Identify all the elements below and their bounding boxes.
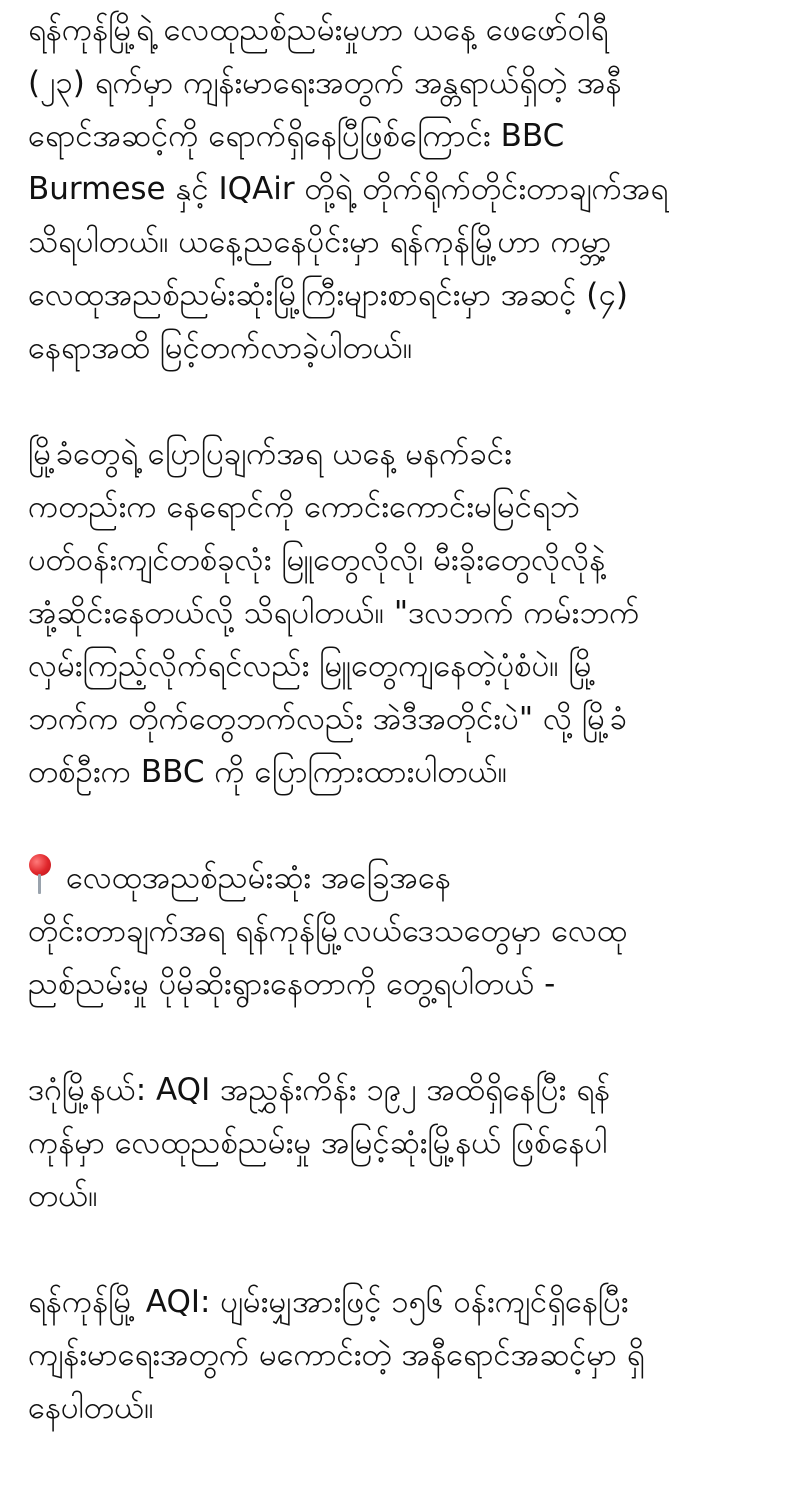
text-line: လေထုအညစ်ညမ်းဆုံးမြို့ကြီးများစာရင်းမှာ အဆင့် (၄) <box>28 277 628 313</box>
text-line: ဒဂုံမြို့နယ်: AQI အညွှန်းကိန်း ၁၉၂ အထိရှိနေပြီး ရန် <box>28 1072 611 1108</box>
paragraph-yangon-aqi <box>28 1276 768 1435</box>
text-line: ရန်ကုန်မြို့ AQI: ပျမ်းမျှအားဖြင့် ၁၅၆ ဝန်းကျင်ရှိနေပြီး <box>28 1284 629 1320</box>
text-line: ပတ်ဝန်းကျင်တစ်ခုလုံး မြူတွေလိုလို၊ မီးခိုးတွေလိုလိုနဲ့ <box>28 542 606 578</box>
text-line: ကုန်မှာ လေထုညစ်ညမ်းမှု အမြင့်ဆုံးမြို့နယ် ဖြစ်နေပါ <box>28 1125 608 1161</box>
paragraph-worst-condition <box>28 852 768 1011</box>
text-line: Burmese နှင့် IQAir တို့ရဲ့ တိုက်ရိုက်တိုင်းတာချက်အရ <box>28 171 669 207</box>
text-line: ညစ်ညမ်းမှု ပိုမိုဆိုးရွားနေတာကို တွေ့ရပါတယ် - <box>28 966 556 1002</box>
text-line: (၂၃) ရက်မှာ ကျန်းမာရေးအတွက် အန္တရာယ်ရှိတဲ့ အနီ <box>28 65 622 101</box>
round-pushpin-icon <box>28 854 52 894</box>
text-line: နေပါတယ်။ <box>28 1390 154 1426</box>
text-line: မြို့ခံတွေရဲ့ ပြောပြချက်အရ ယနေ့ မနက်ခင်း <box>28 436 512 472</box>
text-line: ကတည်းက နေရောင်ကို ကောင်းကောင်းမမြင်ရဘဲ <box>28 489 580 525</box>
text-line: တိုင်းတာချက်အရ ရန်ကုန်မြို့လယ်ဒေသတွေမှာ လေထု <box>28 913 627 949</box>
article-body <box>28 0 768 1488</box>
text-line: သိရပါတယ်။ ယနေ့ညနေပိုင်းမှာ ရန်ကုန်မြို့ဟာ ကမ္ဘာ့ <box>28 224 612 260</box>
text-line: တစ်ဦးက BBC ကို ပြောကြားထားပါတယ်။ <box>28 754 508 790</box>
text-line: ရန်ကုန်မြို့ရဲ့ လေထုညစ်ညမ်းမှုဟာ ယနေ့ ဖေဖော်ဝါရီ <box>28 12 609 48</box>
text-line: ရောင်အဆင့်ကို ရောက်ရှိနေပြီဖြစ်ကြောင်း BBC <box>28 118 565 154</box>
text-line: တယ်။ <box>28 1178 98 1214</box>
section-heading <box>28 852 768 905</box>
paragraph-residents-quote <box>28 428 768 799</box>
text-line: ကျန်းမာရေးအတွက် မကောင်းတဲ့ အနီရောင်အဆင့်မှာ ရှိ <box>28 1337 645 1373</box>
text-line: လှမ်းကြည့်လိုက်ရင်လည်း မြူတွေကျနေတဲ့ပုံစံပဲ။ မြို့ <box>28 648 597 684</box>
text-line: အုံ့ဆိုင်းနေတယ်လို့ သိရပါတယ်။ "ဒလဘက် ကမ်းဘက် <box>28 595 640 631</box>
text-line: ဘက်က တိုက်တွေဘက်လည်း အဲဒီအတိုင်းပဲ" လို့ မြို့ခံ <box>28 701 628 737</box>
text-line: နေရာအထိ မြင့်တက်လာခဲ့ပါတယ်။ <box>28 330 413 366</box>
paragraph-intro <box>28 4 768 375</box>
paragraph-dagon <box>28 1064 768 1223</box>
section-heading-text: လေထုအညစ်ညမ်းဆုံး အခြေအနေ <box>66 860 451 896</box>
